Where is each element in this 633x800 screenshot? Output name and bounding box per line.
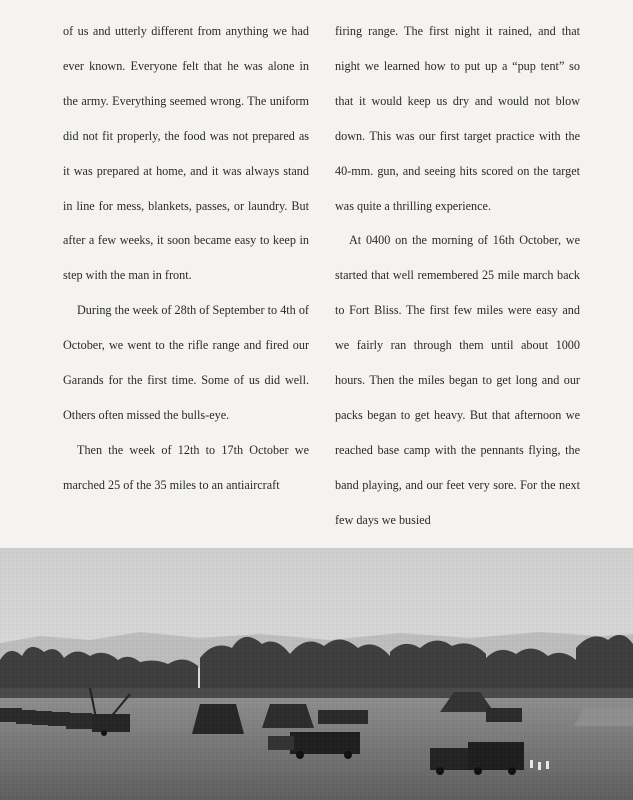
paragraph: firing range. The first night it rained, and that night we learned how to put up a “pup tent” so that it would keep us dry and would not blow down. This was our first target practice with the 40-mm. gun, and seeing hits scored on the target was quite a thrilling experience. [335, 24, 580, 213]
camp-scene-illustration [0, 548, 633, 800]
paragraph: At 0400 on the morning of 16th October, we started that well remembered 25 mile march back to Fort Bliss. The first few miles were easy and we fairly ran through them until about 1000 hours. Then the miles began to get long and our packs began to get heavy. But that afternoon we reached base camp with the pennants flying, the band playing, and our feet very sore. For the next few days we busied [335, 233, 580, 527]
paragraph: During the week of 28th of September to 4th of October, we went to the rifle range and fired our Garands for the first time. Some of us did well. Others often missed the bulls-eye. [63, 303, 309, 422]
text-column-right [335, 14, 580, 538]
camp-photograph [0, 548, 633, 800]
text-column-left [63, 14, 309, 503]
film-grain [0, 548, 633, 800]
paragraph: of us and utterly different from anything we had ever known. Everyone felt that he was alone in the army. Everything seemed wrong. The uniform did not fit properly, the food was not prepared as it was prepared at home, and it was always stand in line for mess, blankets, passes, or laundry. But after a few weeks, it soon became easy to keep in step with the man in front. [63, 24, 309, 283]
paragraph: Then the week of 12th to 17th October we marched 25 of the 35 miles to an antiaircraft [63, 442, 309, 492]
